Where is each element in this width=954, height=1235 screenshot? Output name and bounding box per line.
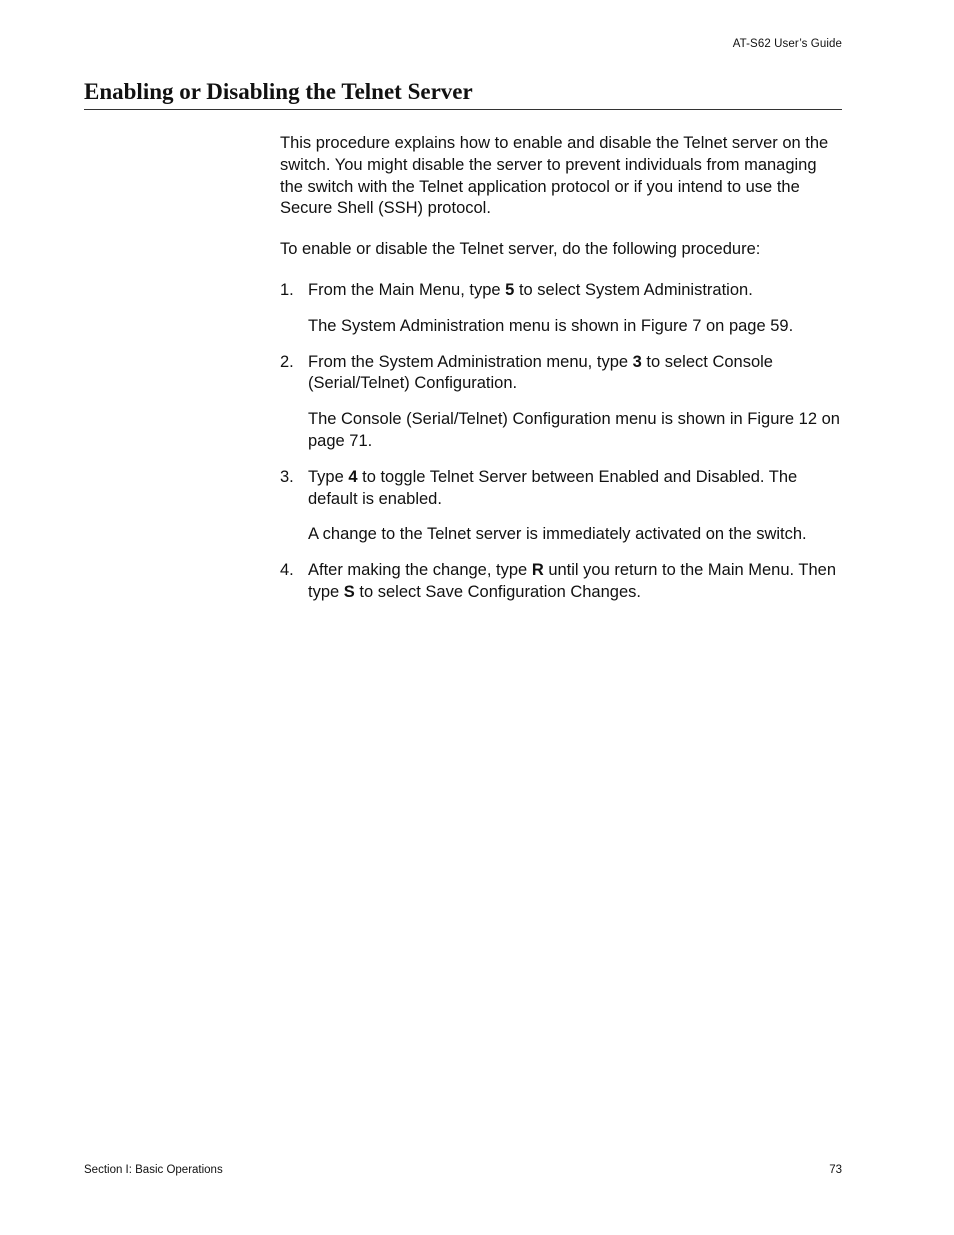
key-label: 5 [505,280,515,299]
procedure-steps [280,280,842,604]
step-note: The Console (Serial/Telnet) Configuration menu is shown in Figure 12 on page 71. [308,410,840,450]
footer-section-label: Section I: Basic Operations [84,1164,223,1176]
page-number: 73 [829,1164,842,1176]
key-label: S [343,582,355,601]
step-note: The System Administration menu is shown in Figure 7 on page 59. [308,316,794,335]
key-label: R [531,561,544,580]
step-number: 3. [280,467,294,486]
step-number: 1. [280,280,294,299]
intro-paragraph: This procedure explains how to enable and disable the Telnet server on the switch. You might disable the server to prevent individuals from managing the switch with the Telnet application protocol or if you intend to use the Secure Shell (SSH) protocol. [280,134,829,218]
key-label: 3 [632,352,642,371]
body-text [280,133,842,618]
step-instruction: After making the change, type R until you return to the Main Menu. Then type S to select Save Configuration Changes. [308,561,837,601]
running-header: AT-S62 User’s Guide [732,38,842,50]
lead-paragraph: To enable or disable the Telnet server, do the following procedure: [280,240,761,259]
step-instruction: Type 4 to toggle Telnet Server between Enabled and Disabled. The default is enabled. [308,467,798,508]
step-4 [280,560,842,604]
section-title: Enabling or Disabling the Telnet Server [84,79,473,104]
step-number: 2. [280,352,294,371]
key-label: 4 [348,467,358,486]
step-number: 4. [280,561,294,580]
step-note: A change to the Telnet server is immediately activated on the switch. [308,525,807,544]
title-rule [84,109,842,110]
step-instruction: From the Main Menu, type 5 to select System Administration. [308,280,753,299]
step-instruction: From the System Administration menu, type 3 to select Console (Serial/Telnet) Configuration. [308,352,773,393]
step-1 [280,280,842,338]
step-2 [280,352,842,453]
step-3 [280,467,842,546]
